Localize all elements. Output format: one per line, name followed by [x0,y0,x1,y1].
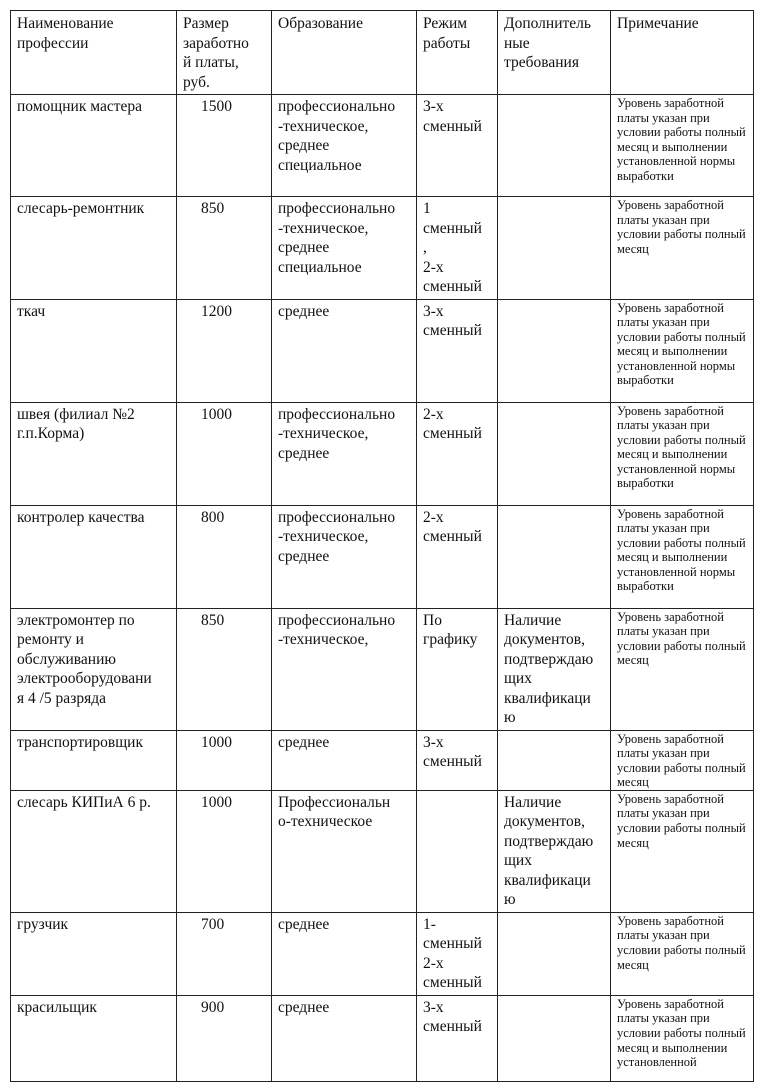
cell-education: среднее [272,912,417,995]
cell-note: Уровень заработной платы указан при условии работы полный месяц [611,912,754,995]
cell-schedule: 2-х сменный [417,505,498,608]
cell-note: Уровень заработной платы указан при условии работы полный месяц и выполнении установленной нормы выработки [611,299,754,402]
cell-profession: красильщик [11,995,177,1081]
cell-salary: 1000 [177,790,272,912]
cell-education: профессионально -техническое, среднее [272,402,417,505]
cell-profession: электромонтер по ремонту и обслуживанию электрооборудовани я 4 /5 разряда [11,608,177,730]
cell-profession: контролер качества [11,505,177,608]
cell-requirements [498,730,611,790]
cell-requirements [498,95,611,197]
cell-salary: 850 [177,197,272,300]
table-row [11,995,754,1081]
cell-requirements: Наличие документов, подтверждаю щих квалификаци ю [498,608,611,730]
cell-schedule: 1- сменный 2-х сменный [417,912,498,995]
cell-note: Уровень заработной платы указан при условии работы полный месяц [611,730,754,790]
cell-note: Уровень заработной платы указан при условии работы полный месяц и выполнении установленной нормы выработки [611,402,754,505]
cell-education: профессионально -техническое, среднее специальное [272,197,417,300]
header-profession: Наименование профессии [11,11,177,95]
cell-schedule: По графику [417,608,498,730]
cell-note: Уровень заработной платы указан при условии работы полный месяц и выполнении установленной [611,995,754,1081]
cell-note: Уровень заработной платы указан при условии работы полный месяц и выполнении установленной нормы выработки [611,95,754,197]
cell-schedule: 3-х сменный [417,95,498,197]
cell-note: Уровень заработной платы указан при условии работы полный месяц и выполнении установленной нормы выработки [611,505,754,608]
cell-salary: 900 [177,995,272,1081]
cell-salary: 1200 [177,299,272,402]
cell-schedule: 3-х сменный [417,730,498,790]
cell-schedule: 2-х сменный [417,402,498,505]
vacancies-table [10,10,754,1082]
cell-education: профессионально -техническое, среднее специальное [272,95,417,197]
cell-profession: помощник мастера [11,95,177,197]
cell-profession: слесарь-ремонтник [11,197,177,300]
cell-requirements [498,995,611,1081]
table-row [11,197,754,300]
cell-note: Уровень заработной платы указан при условии работы полный месяц [611,608,754,730]
cell-salary: 1500 [177,95,272,197]
cell-requirements [498,912,611,995]
header-education: Образование [272,11,417,95]
cell-profession: грузчик [11,912,177,995]
header-schedule: Режим работы [417,11,498,95]
cell-note: Уровень заработной платы указан при условии работы полный месяц [611,197,754,300]
cell-profession: слесарь КИПиА 6 р. [11,790,177,912]
cell-education: среднее [272,299,417,402]
cell-requirements [498,299,611,402]
table-row [11,608,754,730]
table-header-row [11,11,754,95]
cell-education: профессионально -техническое, среднее [272,505,417,608]
cell-requirements [498,505,611,608]
cell-requirements [498,402,611,505]
cell-requirements: Наличие документов, подтверждаю щих квалификаци ю [498,790,611,912]
table-row [11,95,754,197]
table-row [11,505,754,608]
cell-education: профессионально -техническое, [272,608,417,730]
cell-schedule: 3-х сменный [417,995,498,1081]
cell-requirements [498,197,611,300]
cell-education: Профессиональн о-техническое [272,790,417,912]
cell-profession: ткач [11,299,177,402]
document-page [10,10,753,1082]
cell-salary: 700 [177,912,272,995]
cell-schedule: 3-х сменный [417,299,498,402]
cell-schedule [417,790,498,912]
table-row [11,730,754,790]
cell-salary: 1000 [177,402,272,505]
cell-profession: швея (филиал №2 г.п.Корма) [11,402,177,505]
cell-salary: 850 [177,608,272,730]
cell-education: среднее [272,730,417,790]
header-requirements: Дополнитель ные требования [498,11,611,95]
table-row [11,912,754,995]
table-row [11,299,754,402]
cell-schedule: 1 сменный , 2-х сменный [417,197,498,300]
cell-note: Уровень заработной платы указан при условии работы полный месяц [611,790,754,912]
cell-salary: 1000 [177,730,272,790]
header-note: Примечание [611,11,754,95]
cell-salary: 800 [177,505,272,608]
table-row [11,790,754,912]
header-salary: Размер заработно й платы, руб. [177,11,272,95]
table-row [11,402,754,505]
cell-education: среднее [272,995,417,1081]
cell-profession: транспортировщик [11,730,177,790]
